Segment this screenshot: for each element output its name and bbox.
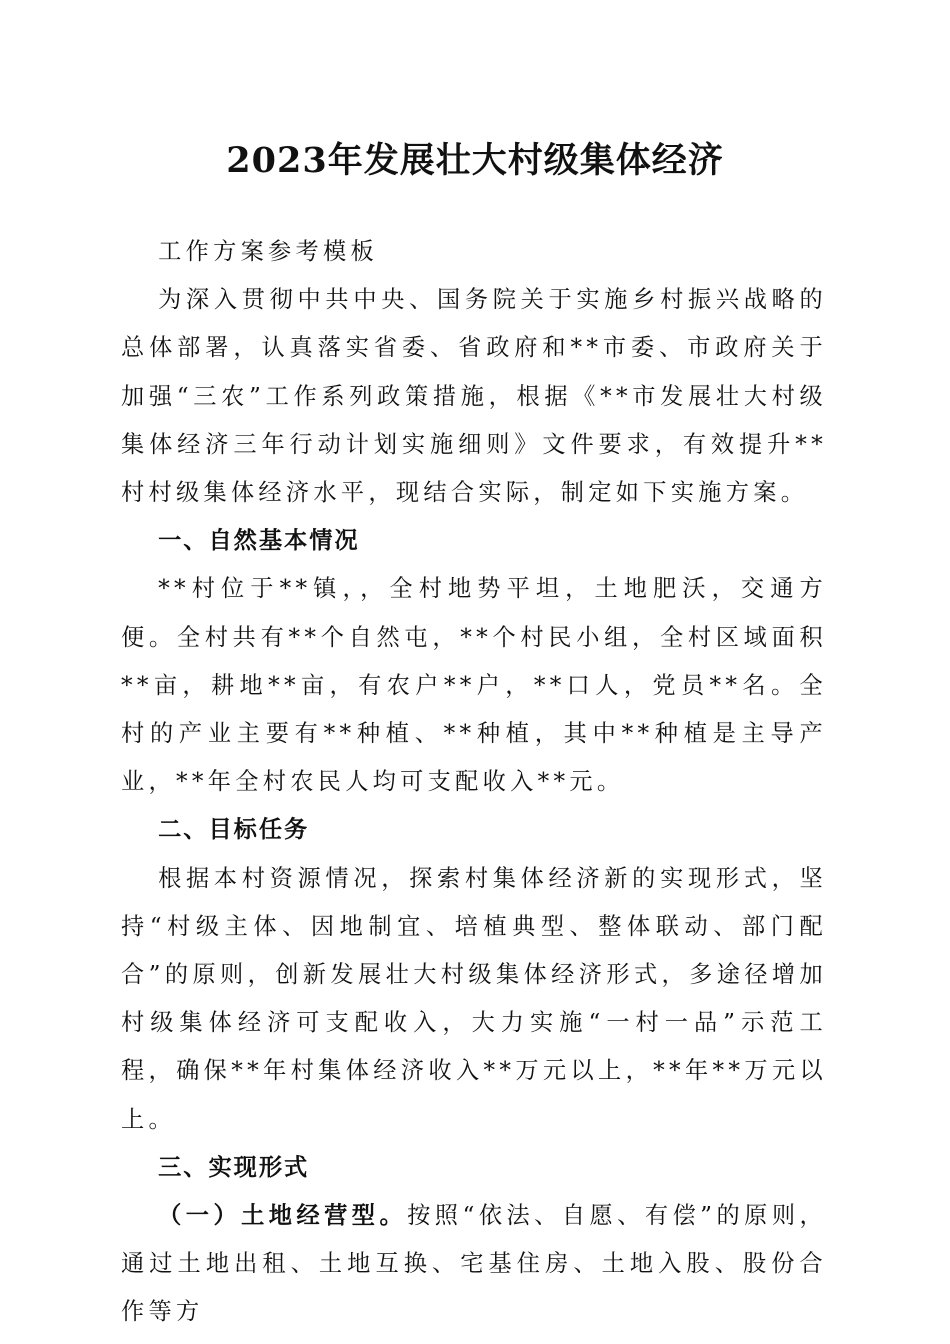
document-body (121, 228, 827, 1337)
section-heading-implementation-forms: 三、实现形式 (158, 1153, 310, 1181)
subsection-text-land-management: 按照“依法、自愿、有偿”的原则，通过土地出租、土地互换、宅基住房、土地入股、股份合作等方 (121, 1202, 827, 1326)
intro-paragraph: 为深入贯彻中共中央、国务院关于实施乡村振兴战略的总体部署，认真落实省委、省政府和**市委、市政府关于加强“三农”工作系列政策措施，根据《**市发展壮大村级集体经济三年行动计划实施细则》文件要求，有效提升**村村级集体经济水平，现结合实际，制定如下实施方案。 (121, 286, 827, 507)
document-subtitle: 工作方案参考模板 (158, 238, 379, 265)
section-paragraph-target-tasks: 根据本村资源情况，探索村集体经济新的实现形式，坚持“村级主体、因地制宜、培植典型、整体联动、部门配合”的原则，创新发展壮大村级集体经济形式，多途径增加村级集体经济可支配收入，大力实施“一村一品”示范工程，确保**年村集体经济收入**万元以上，**年**万元以上。 (121, 864, 827, 1133)
section-heading-target-tasks: 二、目标任务 (158, 816, 310, 844)
section-paragraph-land-management (121, 1192, 827, 1337)
document-title: 2023年发展壮大村级集体经济 (226, 140, 724, 181)
subsection-lead-land-management: （一）土地经营型。 (158, 1202, 408, 1230)
section-paragraph-basic-situation: **村位于**镇，，全村地势平坦，土地肥沃，交通方便。全村共有**个自然屯，**个村民小组，全村区域面积**亩，耕地**亩，有农户**户，**口人，党员**名。全村的产业主要有**种植、**种植，其中**种植是主导产业，**年全村农民人均可支配收入**元。 (121, 575, 827, 796)
section-heading-basic-situation: 一、自然基本情况 (158, 527, 360, 555)
